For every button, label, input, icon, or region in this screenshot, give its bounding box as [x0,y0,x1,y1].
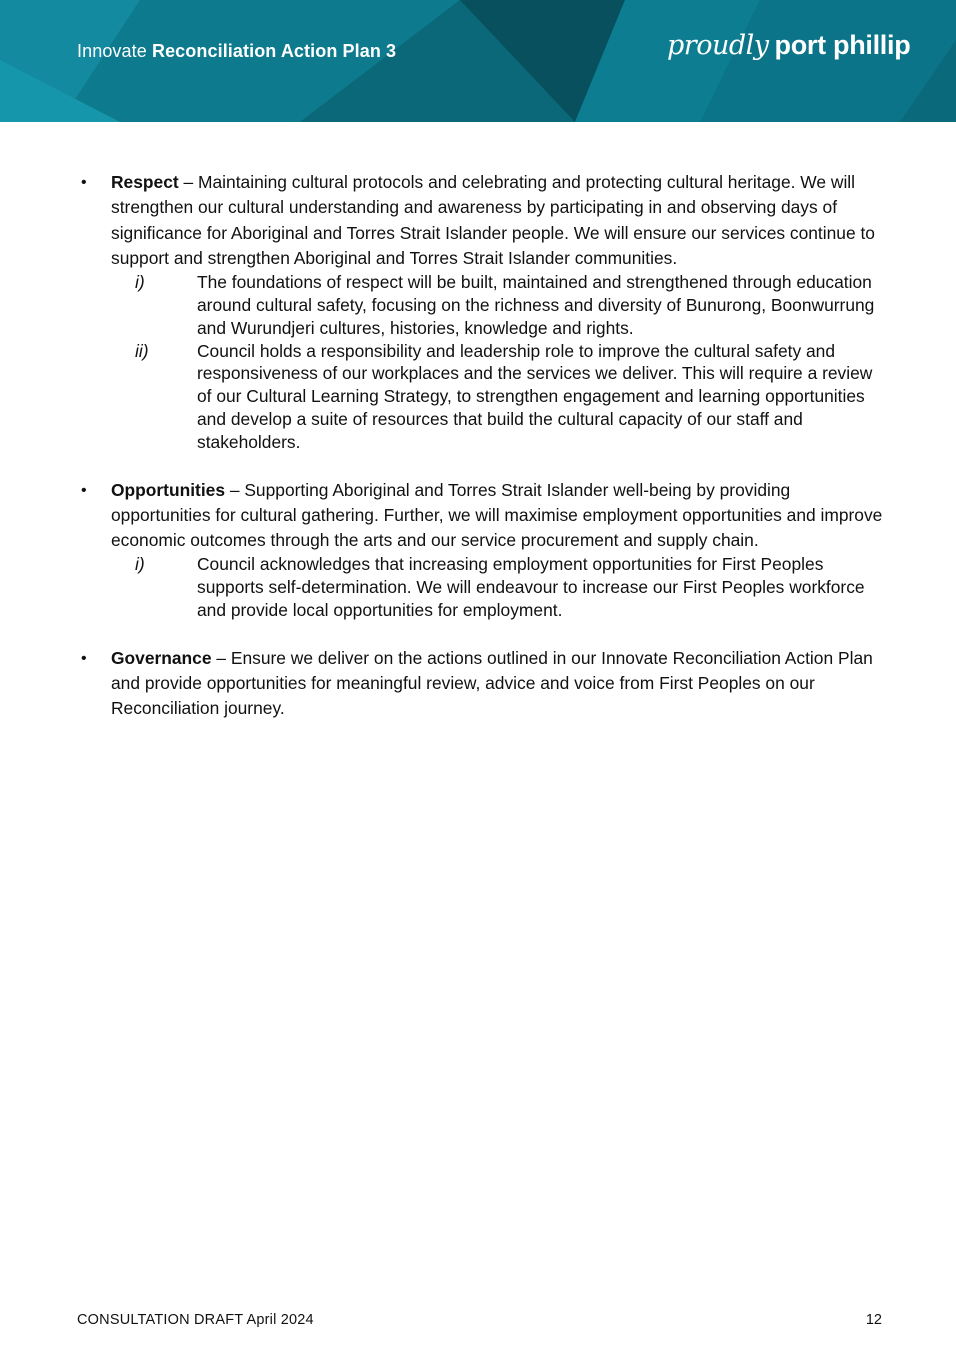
list-item [135,340,887,454]
page-header [0,0,956,122]
item-text: Council acknowledges that increasing employment opportunities for First Peoples supports self-determination. We will endeavour to increase our First Peoples workforce and provide local opportunities for employment. [197,554,865,621]
item-number: i) [135,272,145,293]
bullet-dot: • [81,481,87,499]
title-regular: Innovate [77,41,147,61]
title-bold: Reconciliation Action Plan 3 [151,41,397,61]
bullet-dot: • [81,649,87,667]
item-text: Council holds a responsibility and leadership role to improve the cultural safety and responsiveness of our workplaces and the services we deliver. This will require a review of our Cultural Learning Strategy, to strengthen engagement and learning opportunities and develop a suite of resources that build the cultural capacity of our staff and stakeholders. [197,340,873,452]
section-text: – Maintaining cultural protocols and celebrating and protecting cultural heritage. We will strengthen our cultural understanding and awareness by participating in and observing days of significance for Aboriginal and Torres Strait Islander people. We will ensure our services continue to support and strengthen Aboriginal and Torres Strait Islander communities. [111,172,875,268]
section-text: – Supporting Aboriginal and Torres Strait Islander well-being by providing opportunities for cultural gathering. Further, we will maximise employment opportunities and improve economic outcomes through the arts and our service procurement and supply chain. [111,479,883,551]
section-term: Governance [111,647,212,668]
section-governance [81,646,886,722]
section-opportunities [81,478,886,554]
bullet-dot: • [81,174,87,191]
page-number: 12 [865,1312,882,1328]
section-term: Respect [111,172,179,192]
list-item [135,553,887,621]
logo-brand: port phillip [774,30,911,60]
section-term: Opportunities [111,479,225,500]
footer-draft-label: CONSULTATION DRAFT April 2024 [77,1312,314,1328]
logo-script: proudly [667,30,769,61]
item-text: The foundations of respect will be built, maintained and strengthened through education around cultural safety, focusing on the richness and diversity of Bunurong, Boonwurrung and Wurundjeri cultures, histories, knowledge and rights. [197,272,875,338]
list-item [135,271,887,339]
item-number: i) [135,554,145,575]
section-respect [81,170,886,271]
section-text: – Ensure we deliver on the actions outlined in our Innovate Reconciliation Action Plan and provide opportunities for meaningful review, advice and voice from First Peoples on our Reconciliation journey. [111,647,873,719]
page-content [0,170,956,722]
council-logo [667,30,910,61]
document-title [77,41,396,62]
item-number: ii) [135,340,149,361]
